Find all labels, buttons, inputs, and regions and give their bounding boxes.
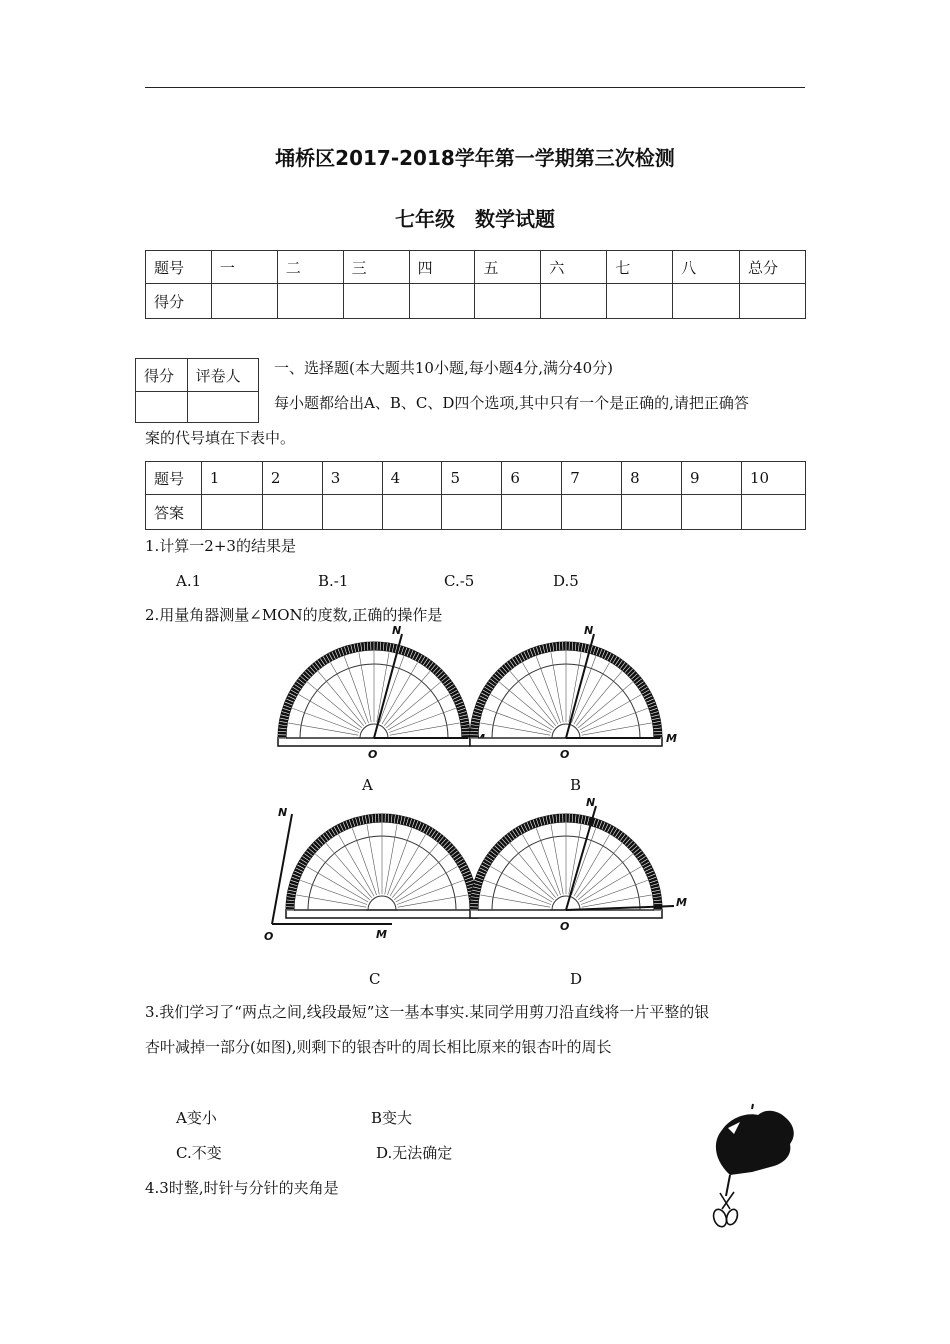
protractor-ray bbox=[569, 824, 581, 894]
protractor-ray bbox=[307, 682, 361, 728]
protractor-ray bbox=[296, 895, 366, 907]
protractor-ray bbox=[392, 843, 438, 897]
answer-cell bbox=[322, 495, 382, 530]
protractor-ray bbox=[288, 723, 358, 735]
top-rule bbox=[145, 87, 805, 88]
protractor-ray bbox=[480, 895, 550, 907]
protractor-ray bbox=[523, 663, 559, 724]
answer-cell bbox=[262, 495, 322, 530]
answer-header-cell: 10 bbox=[741, 462, 805, 495]
protractor-ray bbox=[582, 723, 652, 735]
q4-stem: 4.3时整,时针与分针的夹角是 bbox=[145, 1179, 339, 1197]
score-table bbox=[145, 250, 806, 319]
protractor-base bbox=[470, 910, 662, 918]
score-cell bbox=[343, 284, 409, 319]
protractor-ray bbox=[299, 695, 360, 731]
point-label-n: N bbox=[584, 624, 594, 637]
answer-header-cell: 9 bbox=[682, 462, 742, 495]
score-header-cell: 总分 bbox=[740, 251, 806, 284]
grader-box bbox=[135, 358, 259, 423]
protractor-ray bbox=[384, 671, 430, 725]
answer-cell bbox=[562, 495, 622, 530]
figure-label-c: C bbox=[369, 970, 381, 988]
score-header-cell: 题号 bbox=[146, 251, 212, 284]
protractor-ray bbox=[315, 854, 369, 900]
protractor-ray bbox=[576, 671, 622, 725]
answer-cell bbox=[201, 495, 262, 530]
protractor-figure-c bbox=[262, 800, 482, 943]
point-label-n: N bbox=[392, 624, 402, 637]
point-label-o: O bbox=[264, 930, 274, 943]
point-label-o: O bbox=[560, 748, 570, 761]
q3-option-c: C.不变 bbox=[176, 1144, 222, 1162]
protractor bbox=[470, 796, 687, 933]
answer-cell bbox=[741, 495, 805, 530]
answer-table bbox=[145, 461, 806, 530]
protractor-ray bbox=[499, 682, 553, 728]
section1-heading: 一、选择题(本大题共10小题,每小题4分,满分40分) bbox=[274, 359, 613, 377]
protractor-ray bbox=[390, 835, 426, 896]
grader-name-label: 评卷人 bbox=[187, 359, 258, 392]
score-cell bbox=[673, 284, 740, 319]
ginkgo-leaf-figure bbox=[700, 1100, 810, 1239]
scissors-icon bbox=[711, 1192, 739, 1229]
protractor-ray bbox=[580, 867, 641, 903]
score-cell bbox=[541, 284, 607, 319]
protractor-ray bbox=[510, 843, 556, 897]
answer-cell bbox=[682, 495, 742, 530]
answer-cell bbox=[442, 495, 502, 530]
point-label-o: O bbox=[368, 748, 378, 761]
protractor-ray bbox=[551, 652, 563, 722]
protractor-ray bbox=[578, 682, 632, 728]
exam-title: 埇桥区2017-2018学年第一学期第三次检测 bbox=[275, 146, 675, 170]
score-header-cell: 二 bbox=[277, 251, 343, 284]
answer-header-cell: 4 bbox=[382, 462, 442, 495]
score-cell bbox=[409, 284, 475, 319]
protractor-ray bbox=[388, 695, 449, 731]
score-header-cell: 五 bbox=[475, 251, 541, 284]
protractor-base bbox=[286, 910, 478, 918]
score-header-cell: 三 bbox=[343, 251, 409, 284]
q3-stem-cont: 杏叶减掉一部分(如图),则剩下的银杏叶的周长相比原来的银杏叶的周长 bbox=[145, 1038, 612, 1056]
answer-header-cell: 1 bbox=[201, 462, 262, 495]
protractor-ray bbox=[480, 723, 550, 735]
section1-instruction-cont: 案的代号填在下表中。 bbox=[145, 429, 296, 447]
protractor-ray bbox=[382, 663, 418, 724]
score-header-cell: 七 bbox=[607, 251, 673, 284]
score-header-cell: 一 bbox=[211, 251, 277, 284]
q3-option-a: A变小 bbox=[176, 1109, 217, 1127]
protractor-base bbox=[278, 738, 470, 746]
answer-header-cell: 7 bbox=[562, 462, 622, 495]
figure-label-b: B bbox=[570, 776, 582, 794]
grader-name-cell bbox=[187, 392, 258, 423]
point-label-n: N bbox=[586, 796, 596, 809]
score-cell bbox=[475, 284, 541, 319]
protractor-ray bbox=[398, 895, 468, 907]
protractor-ray bbox=[359, 652, 371, 722]
protractor-ray bbox=[523, 835, 559, 896]
point-label-m: M bbox=[676, 896, 687, 909]
protractor-ray bbox=[510, 671, 556, 725]
answer-header-cell: 6 bbox=[502, 462, 562, 495]
grader-score-label: 得分 bbox=[136, 359, 188, 392]
answer-header-cell: 题号 bbox=[146, 462, 202, 495]
protractor-figure-d bbox=[466, 796, 687, 934]
score-cell bbox=[740, 284, 806, 319]
answer-header-cell: 8 bbox=[622, 462, 682, 495]
protractor-ray bbox=[396, 867, 457, 903]
protractor-ray bbox=[339, 835, 375, 896]
q3-option-b: B变大 bbox=[371, 1109, 413, 1127]
answer-row-label: 答案 bbox=[146, 495, 202, 530]
protractor-ray bbox=[331, 663, 367, 724]
protractor-base bbox=[470, 738, 662, 746]
protractor-center-arc bbox=[368, 896, 396, 910]
section1-instruction: 每小题都给出A、B、C、D四个选项,其中只有一个是正确的,请把正确答 bbox=[274, 394, 749, 412]
q1-option-a: A.1 bbox=[176, 572, 202, 590]
protractor-ray bbox=[578, 854, 632, 900]
protractor bbox=[264, 806, 478, 943]
exam-subtitle: 七年级 数学试题 bbox=[395, 207, 555, 231]
protractor bbox=[470, 624, 677, 761]
q1-stem: 1.计算一2+3的结果是 bbox=[145, 537, 296, 555]
protractor-ray bbox=[551, 824, 563, 894]
protractor-figure-a bbox=[262, 624, 482, 762]
figure-label-d: D bbox=[570, 970, 583, 988]
score-row-label: 得分 bbox=[146, 284, 212, 319]
protractor-figure-b bbox=[466, 624, 686, 762]
figure-label-a: A bbox=[362, 776, 373, 794]
answer-header-cell: 5 bbox=[442, 462, 502, 495]
answer-cell bbox=[382, 495, 442, 530]
q1-option-d: D.5 bbox=[553, 572, 579, 590]
score-cell bbox=[211, 284, 277, 319]
protractor-ray bbox=[307, 867, 368, 903]
protractor-ray bbox=[582, 895, 652, 907]
protractor-ray bbox=[491, 867, 552, 903]
protractor-ray bbox=[499, 854, 553, 900]
protractor-ray bbox=[390, 723, 460, 735]
protractor-ray bbox=[326, 843, 372, 897]
q3-option-d: D.无法确定 bbox=[376, 1144, 453, 1162]
protractor-ray bbox=[394, 854, 448, 900]
protractor-ray bbox=[367, 824, 379, 894]
score-cell bbox=[277, 284, 343, 319]
point-label-m: M bbox=[376, 928, 387, 941]
answer-cell bbox=[502, 495, 562, 530]
q1-option-b: B.-1 bbox=[318, 572, 349, 590]
score-cell bbox=[607, 284, 673, 319]
point-label-m: M bbox=[666, 732, 677, 745]
ginkgo-leaf-icon bbox=[716, 1111, 794, 1175]
q1-option-c: C.-5 bbox=[444, 572, 475, 590]
point-label-n: N bbox=[278, 806, 288, 819]
protractor-ray bbox=[385, 824, 397, 894]
point-label-o: O bbox=[560, 920, 570, 933]
protractor-ray bbox=[491, 695, 552, 731]
protractor bbox=[278, 624, 485, 761]
protractor-ray bbox=[386, 682, 440, 728]
protractor-ray bbox=[580, 695, 641, 731]
protractor-ray bbox=[318, 671, 364, 725]
q2-stem: 2.用量角器测量∠MON的度数,正确的操作是 bbox=[145, 606, 443, 624]
grader-score-cell bbox=[136, 392, 188, 423]
answer-cell bbox=[622, 495, 682, 530]
score-header-cell: 四 bbox=[409, 251, 475, 284]
q3-stem: 3.我们学习了“两点之间,线段最短”这一基本事实.某同学用剪刀沿直线将一片平整的银 bbox=[145, 1003, 710, 1021]
protractor-ray bbox=[574, 663, 610, 724]
score-header-cell: 六 bbox=[541, 251, 607, 284]
answer-header-cell: 3 bbox=[322, 462, 382, 495]
score-header-cell: 八 bbox=[673, 251, 740, 284]
answer-header-cell: 2 bbox=[262, 462, 322, 495]
